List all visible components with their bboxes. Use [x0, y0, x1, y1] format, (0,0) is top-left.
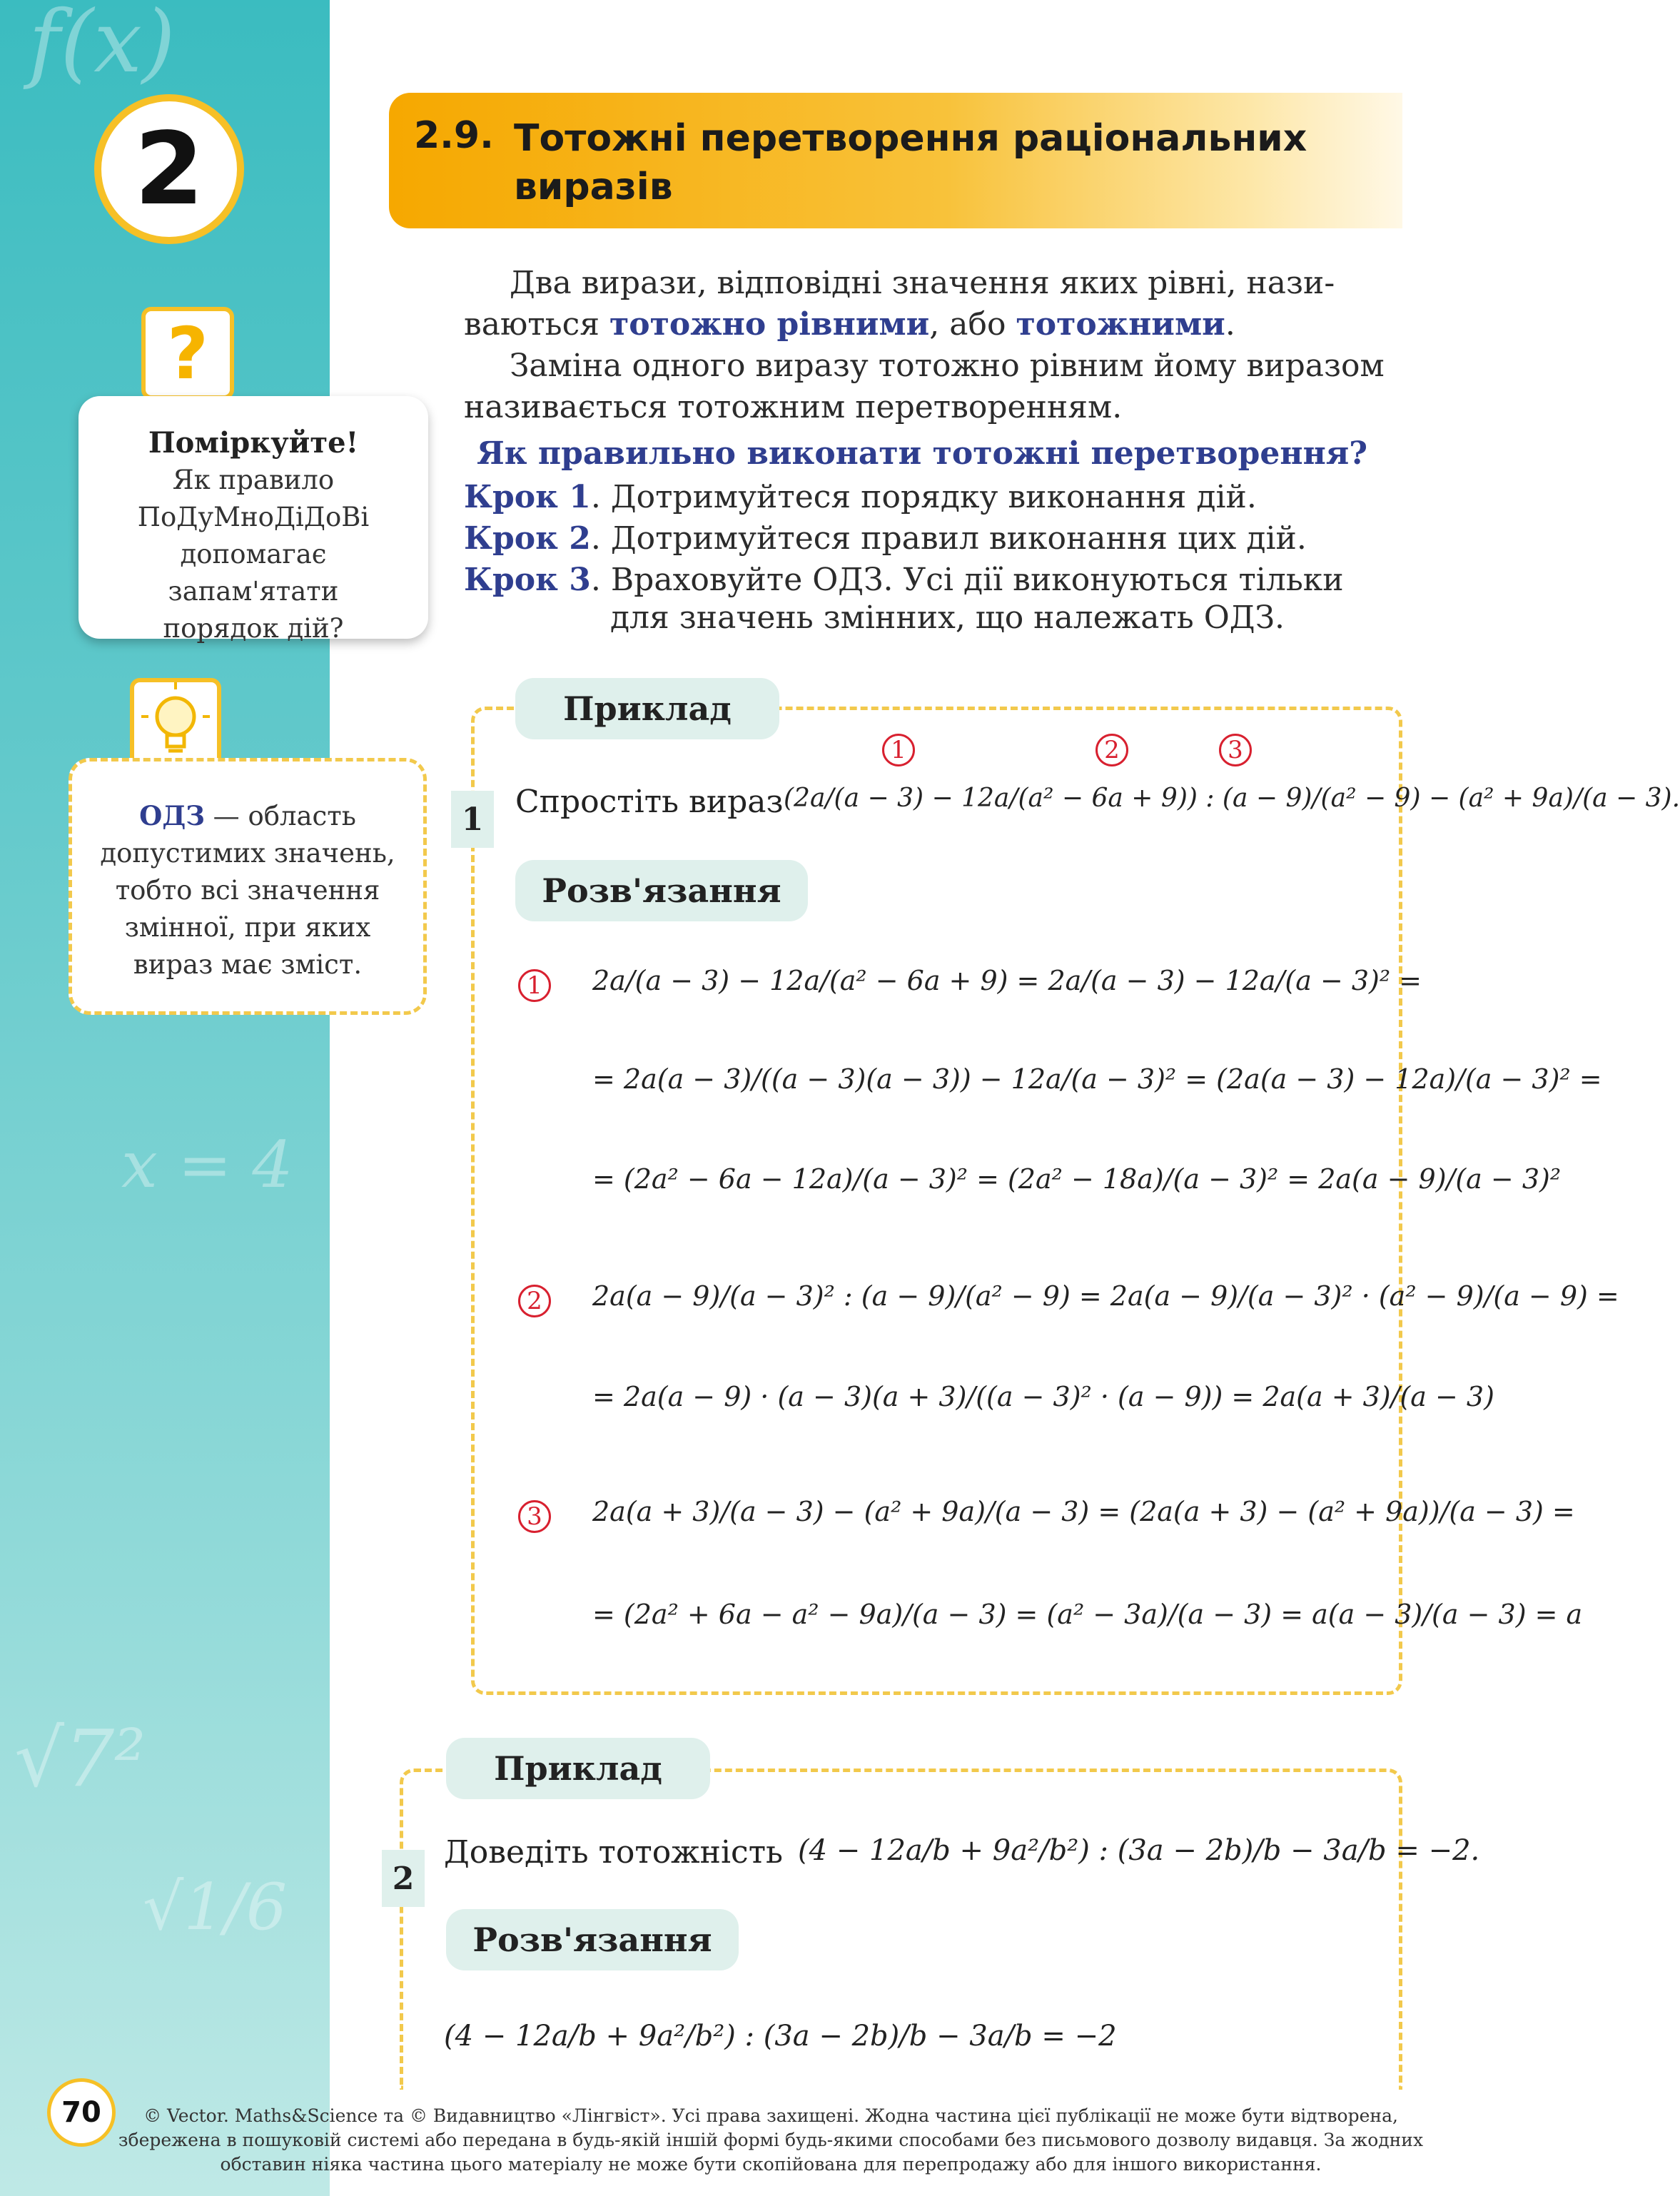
chapter-badge: 2 [94, 94, 244, 244]
step-3-continuation: для значень змінних, що належать ОДЗ. [610, 599, 1285, 636]
section-number: 2.9. [414, 114, 494, 157]
example-2-solution-line: (4 − 12a/b + 9a²/b²) : (3a − 2b)/b − 3a/b = −2 [444, 2020, 1117, 2053]
example-1-task-prefix: Спростіть вираз [515, 784, 784, 820]
marker-1: 1 [882, 734, 915, 766]
step-1-line: = 2a(a − 3)/((a − 3)(a − 3)) − 12a/(a − 3)² = (2a(a − 3) − 12a)/(a − 3)² = [592, 1063, 1602, 1095]
odz-line [84, 797, 412, 835]
step-2-line: = 2a(a − 9) · (a − 3)(a + 3)/((a − 3)² · (a − 9)) = 2a(a + 3)/(a − 3) [592, 1381, 1494, 1412]
step-1-line: 2a/(a − 3) − 12a/(a² − 6a + 9) = 2a/(a − 3) − 12a/(a − 3)² = [592, 965, 1422, 996]
marker-2: 2 [518, 1285, 551, 1317]
think-line: порядок дій? [163, 613, 344, 644]
question-icon: ? [141, 307, 234, 400]
odz-term: ОДЗ [139, 800, 205, 831]
step-2 [464, 518, 1406, 560]
think-line: Як правило [172, 465, 335, 495]
step-2-line: 2a(a − 9)/(a − 3)² : (a − 9)/(a² − 9) = 2a(a − 9)/(a − 3)² · (a² − 9)/(a − 9) = [592, 1280, 1619, 1312]
decor-x4: x = 4 [121, 1128, 293, 1203]
think-title: Поміркуйте! [148, 426, 359, 460]
step-3 [464, 560, 1406, 601]
term-identical: тотожними [1016, 306, 1225, 343]
step-label: Крок 1 [464, 479, 591, 515]
step-1 [464, 477, 1406, 518]
intro-paragraph-2: Заміна одного виразу тотожно рівним йому виразом називається тотожним перетворенням. [464, 348, 1385, 425]
step-3-line: 2a(a + 3)/(a − 3) − (a² + 9a)/(a − 3) = (2a(a + 3) − (a² + 9a))/(a − 3) = [592, 1496, 1575, 1527]
odz-line: допустимих значень, [100, 838, 395, 869]
example-2-number: 2 [382, 1850, 425, 1907]
text: Два вирази, відповідні значення яких рівні, нази- [510, 265, 1335, 301]
step-text: . Дотримуйтеся правил виконання цих дій. [590, 520, 1307, 557]
decor-sqrt16: √1/6 [143, 1870, 288, 1945]
step-text: . Враховуйте ОДЗ. Усі дії виконуються тільки [590, 562, 1344, 598]
section-title: Тотожні перетворення раціональних виразів [514, 117, 1307, 208]
decor-fx: f(x) [29, 0, 176, 92]
step-text: . Дотримуйтеся порядку виконання дій. [590, 479, 1257, 515]
odz-def: — область [204, 801, 356, 831]
example-2-task-expression: (4 − 12a/b + 9a²/b²) : (3a − 2b)/b − 3a/b = −2. [798, 1834, 1480, 1867]
marker-3: 3 [1219, 734, 1252, 766]
marker-3: 3 [518, 1500, 551, 1533]
odz-box [69, 758, 427, 1015]
copyright-notice: © Vector. Maths&Science та © Видавництво «Лінгвіст». Усі права захищені. Жодна частина цієї публікації не може бути відтворена, збережена в пошуковій системі або передана в будь-якій іншій формі будь-якими способами без письмового дозволу видавця. За жодних обставин ніяка частина цього матеріалу не може бути скопійована для перепродажу або для іншого використання. [118, 2105, 1424, 2175]
step-3-line: = (2a² + 6a − a² − 9a)/(a − 3) = (a² − 3a)/(a − 3) = a(a − 3)/(a − 3) = a [592, 1599, 1583, 1630]
step-label: Крок 2 [464, 520, 591, 557]
marker-1: 1 [518, 969, 551, 1002]
odz-line: змінної, при яких [124, 912, 371, 943]
odz-line: тобто всі значення [115, 875, 380, 906]
example-1-number: 1 [451, 791, 494, 848]
example-1-task-expression: (2a/(a − 3) − 12a/(a² − 6a + 9)) : (a − 9)/(a² − 9) − (a² + 9a)/(a − 3). [784, 784, 1680, 813]
marker-2: 2 [1095, 734, 1128, 766]
example-1-tag: Приклад [515, 678, 779, 739]
example-2-tag: Приклад [446, 1738, 710, 1799]
decor-sqrt7: √7² [14, 1713, 146, 1804]
text: . [1225, 306, 1235, 343]
page-number: 70 [47, 2078, 116, 2147]
example-2-task-prefix: Доведіть тотожність [444, 1834, 783, 1871]
text: ваються [464, 306, 609, 343]
intro-paragraph-1 [464, 263, 1406, 345]
step-label: Крок 3 [464, 562, 591, 598]
think-line: допомагає запам'ятати [168, 539, 339, 607]
example-1-box [471, 707, 1402, 1695]
think-box [79, 396, 428, 644]
example-1-solution-tag: Розв'язання [515, 860, 808, 921]
lightbulb-icon [130, 678, 221, 769]
term-identical-equal: тотожно рівними [609, 306, 930, 343]
odz-line: вираз має зміст. [133, 949, 363, 980]
how-to-question: Як правильно виконати тотожні перетворення? [477, 435, 1368, 472]
step-1-line: = (2a² − 6a − 12a)/(a − 3)² = (2a² − 18a)/(a − 3)² = 2a(a − 9)/(a − 3)² [592, 1163, 1562, 1195]
think-line: ПоДуМноДіДоВі [137, 502, 370, 532]
text: , або [929, 306, 1016, 343]
example-2-solution-tag: Розв'язання [446, 1909, 739, 1970]
